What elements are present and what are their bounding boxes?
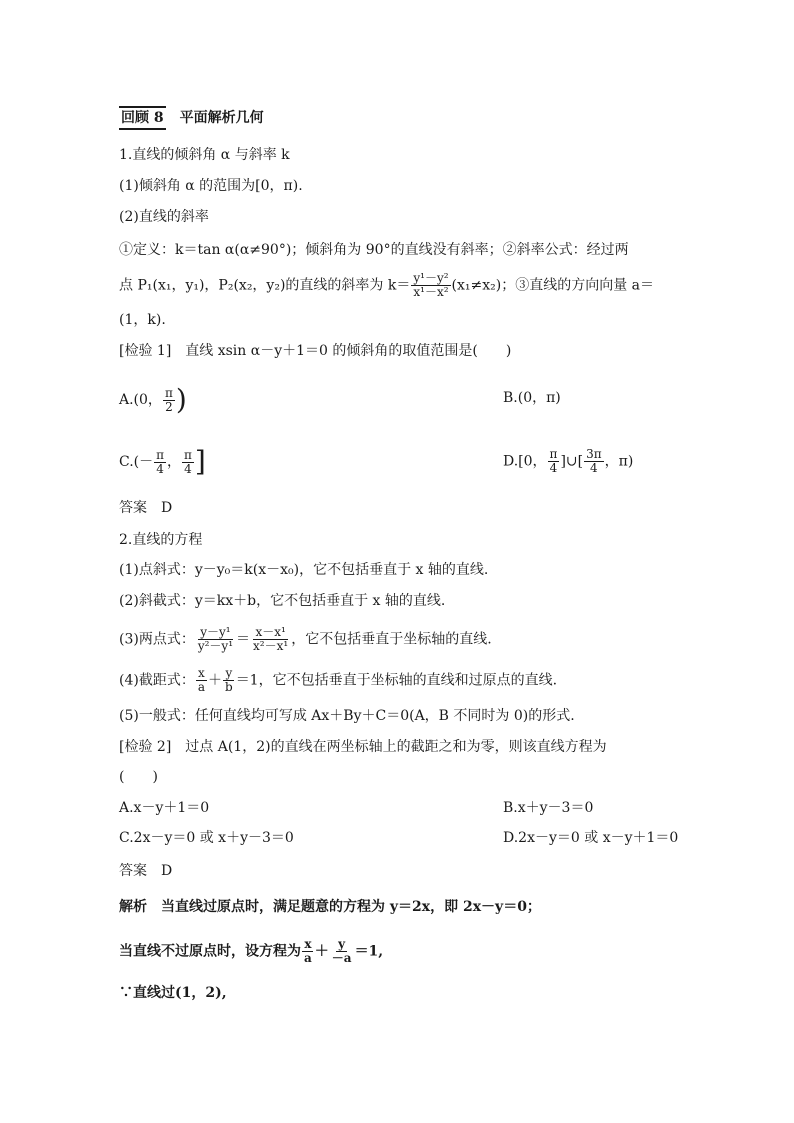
q1-options-row-1 xyxy=(119,383,694,416)
para-1-1: (1)倾斜角 α 的范围为[0，π). xyxy=(119,178,303,194)
option-d-den-1: 4 xyxy=(549,461,558,475)
solution-num-1: x xyxy=(304,937,312,951)
question-2: [检验 2] 过点 A(1，2)的直线在两坐标轴上的截距之和为零，则该直线方程为 xyxy=(119,739,607,755)
sol2-post: ＝1, xyxy=(354,943,384,960)
p3-pre: (3)两点式： xyxy=(119,631,195,648)
section-title xyxy=(119,106,694,130)
intercept-den-1: a xyxy=(197,680,205,694)
slope-fraction xyxy=(411,272,450,299)
solution-line-3: ∵直线过(1，2), xyxy=(119,985,227,1001)
option-a-num: π xyxy=(164,385,173,400)
intercept-plus: ＋ xyxy=(208,672,222,689)
solution-fraction-1 xyxy=(302,938,314,965)
q2-options-row-1 xyxy=(119,798,694,818)
p4-post: ＝1，它不包括垂直于坐标轴的直线和过原点的直线. xyxy=(235,672,558,689)
p4-text-a: 点 P₁(x₁，y₁)，P₂(x₂，y₂)的直线的斜率为 k＝ xyxy=(119,277,411,294)
option-c-num-2: π xyxy=(184,447,192,462)
q2-option-d: D.2x－y＝0 或 x－y＋1＝0 xyxy=(503,830,679,846)
option-c-den-2: 4 xyxy=(184,461,192,476)
option-d-mid: ]∪[ xyxy=(560,453,584,470)
option-d-fraction-2 xyxy=(584,448,604,475)
two-point-den-1: y²－y¹ xyxy=(197,639,234,653)
option-b: B.(0，π) xyxy=(503,390,561,406)
two-point-eq: ＝ xyxy=(236,631,251,648)
option-d-num-2: 3π xyxy=(586,447,602,461)
para-2-3 xyxy=(119,626,694,653)
p3-post: ，它不包括垂直于坐标轴的直线. xyxy=(291,631,492,648)
two-point-fraction-2 xyxy=(251,626,290,653)
intercept-fraction-1 xyxy=(196,667,207,694)
option-c-num-1: π xyxy=(156,447,165,462)
option-c-fraction-2 xyxy=(182,449,194,476)
intercept-num-1: x xyxy=(198,666,205,680)
para-2-4 xyxy=(119,667,694,694)
para-2-5: (5)一般式：任何直线均可写成 Ax＋By＋C＝0(A，B 不同时为 0)的形式. xyxy=(119,708,575,724)
q1-options-row-2 xyxy=(119,445,694,478)
option-d-pre: D.[0， xyxy=(503,453,547,470)
option-a-den: 2 xyxy=(165,399,173,414)
option-d-end: ，π) xyxy=(604,453,634,470)
solution-den-2: －a xyxy=(331,951,352,965)
q2-options-row-2 xyxy=(119,828,694,848)
section-name: 平面解析几何 xyxy=(179,110,264,126)
q2-option-c: C.2x－y＝0 或 x＋y－3＝0 xyxy=(119,830,294,846)
para-1-2: (2)直线的斜率 xyxy=(119,209,209,225)
heading-2: 2.直线的方程 xyxy=(119,532,203,548)
para-1-5: (1，k). xyxy=(119,312,166,328)
intercept-den-2: b xyxy=(225,680,233,694)
two-point-num-1: y－y¹ xyxy=(200,625,231,639)
solution-plus: ＋ xyxy=(314,943,329,960)
solution-line-1: 解析 当直线过原点时，满足题意的方程为 y＝2x，即 2x－y＝0； xyxy=(119,899,541,915)
option-a-fraction xyxy=(163,387,175,414)
para-1-3: ①定义：k＝tan α(α≠90°)；倾斜角为 90°的直线没有斜率；②斜率公式：经过两 xyxy=(119,242,629,258)
option-d-den-2: 4 xyxy=(590,461,598,475)
para-2-1: (1)点斜式：y－y₀＝k(x－x₀)，它不包括垂直于 x 轴的直线. xyxy=(119,562,489,578)
solution-num-2: y xyxy=(338,937,346,951)
option-c-pre: C.(－ xyxy=(119,454,154,470)
fraction-numerator: y¹－y² xyxy=(413,271,449,285)
answer-1: 答案 D xyxy=(119,500,173,516)
solution-fraction-2 xyxy=(330,938,354,965)
option-d xyxy=(503,448,633,475)
option-c-den-1: 4 xyxy=(156,461,164,476)
solution-den-1: a xyxy=(304,951,312,965)
p4-text-b: (x₁≠x₂)；③直线的方向向量 a＝ xyxy=(451,277,655,294)
two-point-den-2: x²－x¹ xyxy=(253,639,289,653)
question-2-paren: ( ) xyxy=(119,769,158,785)
option-d-fraction-1 xyxy=(548,448,560,475)
answer-2: 答案 D xyxy=(119,863,173,879)
two-point-num-2: x－x¹ xyxy=(255,625,286,639)
sol2-pre: 当直线不过原点时，设方程为 xyxy=(119,943,301,960)
solution-line-2 xyxy=(119,938,694,965)
para-2-2: (2)斜截式：y＝kx＋b，它不包括垂直于 x 轴的直线. xyxy=(119,593,446,609)
question-1: [检验 1] 直线 xsin α－y＋1＝0 的倾斜角的取值范围是( ) xyxy=(119,343,512,359)
intercept-num-2: y xyxy=(225,666,233,680)
option-c-fraction-1 xyxy=(154,449,166,476)
q2-option-a: A.x－y＋1＝0 xyxy=(119,800,210,816)
option-c: C.(－ $\frac{\pi}{4}$ ， $\frac{\pi}{4}$ ] xyxy=(119,445,206,478)
section-tag: 回顾 8 xyxy=(119,106,166,130)
option-a: A.(0， $\frac{\pi}{2}$ ) xyxy=(119,383,187,416)
two-point-fraction-1 xyxy=(196,626,235,653)
para-1-4 xyxy=(119,272,694,299)
q2-option-b: B.x＋y－3＝0 xyxy=(503,800,594,816)
option-d-num-1: π xyxy=(549,447,558,461)
fraction-denominator: x¹－x² xyxy=(413,285,449,299)
p4-pre: (4)截距式： xyxy=(119,672,195,689)
intercept-fraction-2 xyxy=(223,667,235,694)
heading-1: 1.直线的倾斜角 α 与斜率 k xyxy=(119,147,290,163)
option-a-pre: A.(0， xyxy=(119,392,162,408)
